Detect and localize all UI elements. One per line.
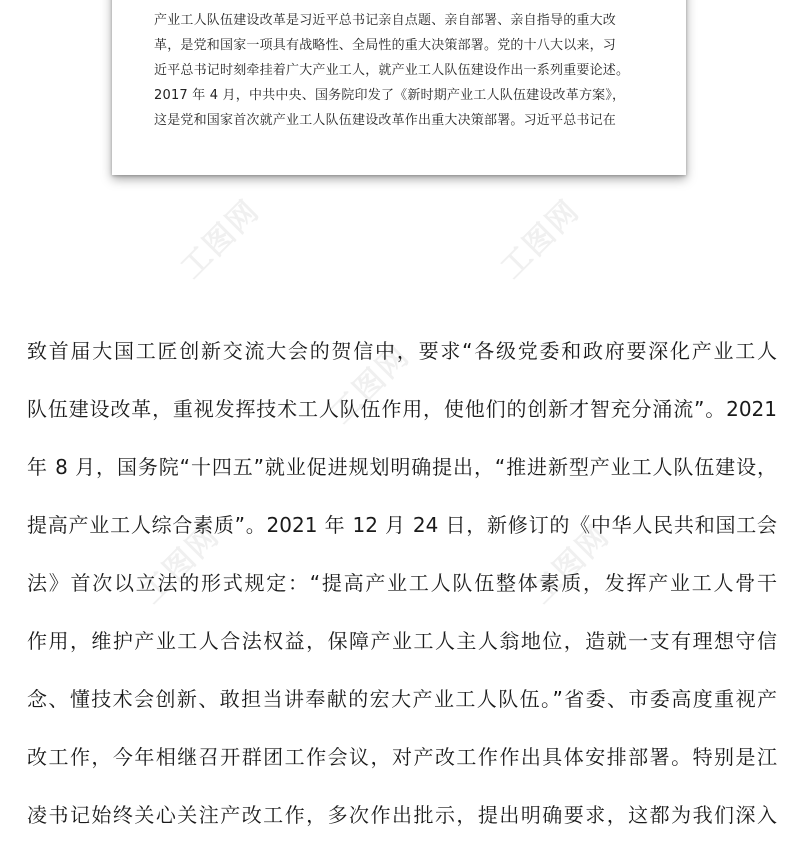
- card-text-line: 2017 年 4 月，中共中央、国务院印发了《新时期产业工人队伍建设改革方案》，: [154, 88, 626, 103]
- body-text-line: 年 8 月，国务院“十四五”就业促进规划明确提出，“推进新型产业工人队伍建设，: [27, 455, 777, 479]
- card-text-line: 革，是党和国家一项具有战略性、全局性的重大决策部署。党的十八大以来，习: [154, 38, 617, 53]
- watermark: 工图网: [494, 193, 587, 286]
- watermark: 工图网: [174, 193, 267, 286]
- body-text-line: 改工作，今年相继召开群团工作会议，对产改工作作出具体安排部署。特别是江: [27, 745, 777, 769]
- body-text-line: 提高产业工人综合素质”。2021 年 12 月 24 日，新修订的《中华人民共和国工会: [27, 513, 777, 537]
- watermark: 工图网: [524, 518, 617, 611]
- body-paragraph: [27, 322, 787, 844]
- watermark: 工图网: [324, 338, 417, 431]
- card-text-line: 产业工人队伍建设改革是习近平总书记亲自点题、亲自部署、亲自指导的重大改: [154, 13, 617, 28]
- body-text-line: 法》首次以立法的形式规定：“提高产业工人队伍整体素质，发挥产业工人骨干: [27, 571, 777, 595]
- body-text-line: 凌书记始终关心关注产改工作，多次作出批示，提出明确要求，这都为我们深入: [27, 803, 777, 827]
- body-text-line: 致首届大国工匠创新交流大会的贺信中，要求“各级党委和政府要深化产业工人: [27, 339, 777, 363]
- document-page-card: [112, 0, 686, 175]
- body-text-line: 作用，维护产业工人合法权益，保障产业工人主人翁地位，造就一支有理想守信: [27, 629, 777, 653]
- body-text-line: 队伍建设改革，重视发挥技术工人队伍作用，使他们的创新才智充分涌流”。2021: [27, 397, 777, 421]
- body-text-line: 念、懂技术会创新、敢担当讲奉献的宏大产业工人队伍。”省委、市委高度重视产: [27, 687, 777, 711]
- card-text-line: 近平总书记时刻牵挂着广大产业工人，就产业工人队伍建设作出一系列重要论述。: [154, 63, 630, 78]
- watermark: 工图网: [134, 518, 227, 611]
- card-text-line: 这是党和国家首次就产业工人队伍建设改革作出重大决策部署。习近平总书记在: [154, 113, 617, 128]
